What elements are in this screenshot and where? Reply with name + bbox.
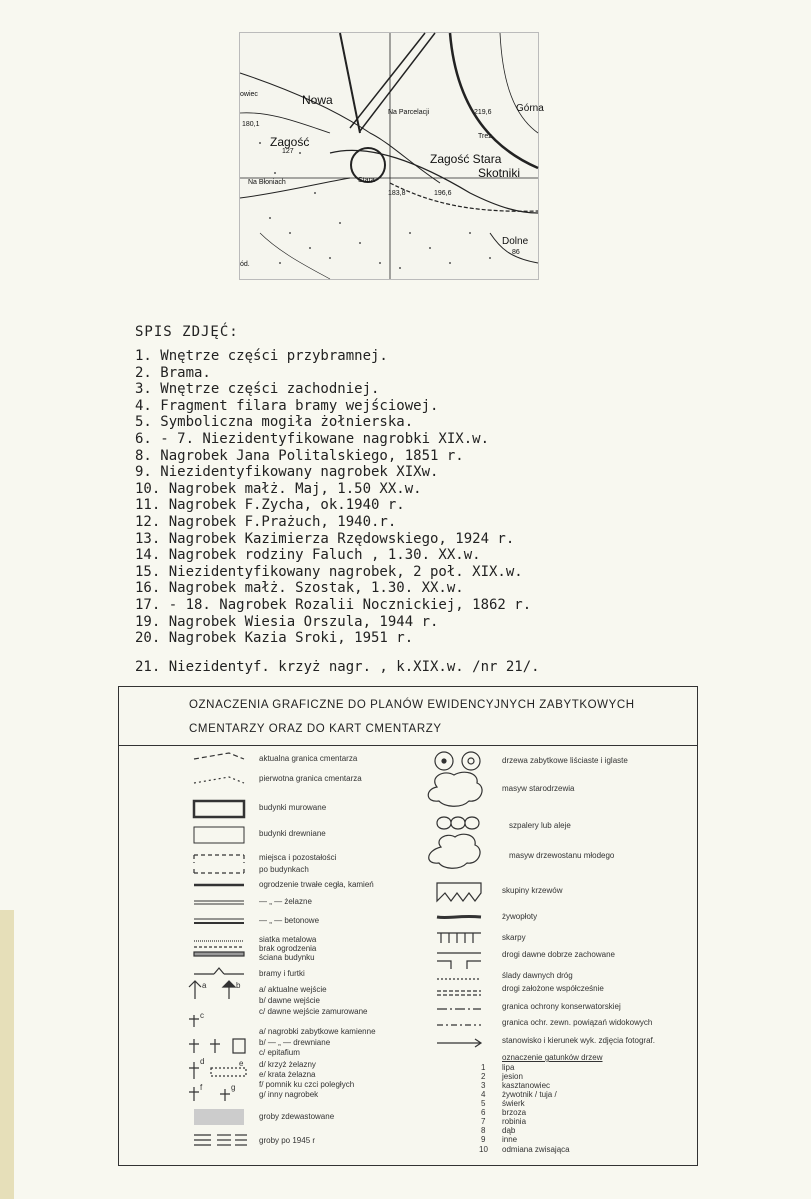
legend-label: b/ — „ — drewniane xyxy=(259,1038,331,1047)
legend-heading: OZNACZENIA GRAFICZNE DO PLANÓW EWIDENCYJNYCH ZABYTKOWYCH xyxy=(189,699,635,711)
map-label: 86 xyxy=(512,249,520,256)
legend-label: budynki drewniane xyxy=(259,829,326,838)
legend-label: drzewa zabytkowe liściaste i iglaste xyxy=(502,756,628,765)
legend-label: budynki murowane xyxy=(259,803,327,812)
legend-label: siatka metalowa xyxy=(259,935,317,944)
photo-list-item: 3. Wnętrze części zachodniej. xyxy=(135,381,380,398)
legend-label: brzoza xyxy=(502,1108,527,1117)
photo-list-item: 5. Symboliczna mogiła żołnierska. xyxy=(135,414,414,431)
legend-mark: a xyxy=(202,981,207,990)
map-label: Zagość Stara xyxy=(430,152,502,166)
photo-list-title: SPIS ZDJĘĆ: xyxy=(135,324,239,340)
map-label: Dolne xyxy=(502,236,529,247)
legend-mark: c xyxy=(200,1011,204,1020)
legend-mark: d xyxy=(200,1057,205,1066)
photo-list-item: 1. Wnętrze części przybramnej. xyxy=(135,348,388,364)
legend-label: b/ dawne wejście xyxy=(259,996,320,1005)
legend-number: 7 xyxy=(481,1117,486,1126)
legend-box xyxy=(118,686,698,1166)
legend-label: d/ krzyż żelazny xyxy=(259,1060,316,1069)
map-label: 183,8 xyxy=(388,190,406,197)
legend-label: groby po 1945 r xyxy=(259,1136,316,1145)
photo-list-item: 8. Nagrobek Jana Politalskiego, 1851 r. xyxy=(135,447,464,464)
legend-number: 8 xyxy=(481,1126,486,1135)
photo-list-item: 14. Nagrobek rodziny Faluch , 1.30. XX.w. xyxy=(135,547,481,564)
legend-number: 1 xyxy=(481,1063,486,1072)
map-label: Górna xyxy=(516,103,544,114)
legend-label: żywotnik / tuja / xyxy=(502,1090,557,1099)
photo-list-item: 12. Nagrobek F.Prażuch, 1940.r. xyxy=(135,513,397,530)
legend-number: 10 xyxy=(479,1145,488,1154)
photo-list-item: 9. Niezidentyfikowany nagrobek XIXw. xyxy=(135,464,439,481)
legend-label: pierwotna granica cmentarza xyxy=(259,774,362,783)
legend-label: masyw starodrzewia xyxy=(502,784,575,793)
legend-label: świerk xyxy=(502,1099,525,1108)
legend-label: skupiny krzewów xyxy=(502,886,563,895)
legend-label: drogi dawne dobrze zachowane xyxy=(502,950,615,959)
map-label: Trez. xyxy=(478,133,494,140)
map-label: 219,6 xyxy=(474,109,492,116)
photo-list-item: 6. - 7. Niezidentyfikowane nagrobki XIX.w. xyxy=(135,430,490,447)
legend-label: e/ krata żelazna xyxy=(259,1070,316,1079)
photo-list-item: 17. - 18. Nagrobek Rozalii Nocznickiej, 1862 r. xyxy=(135,596,532,613)
photo-list-item: 4. Fragment filara bramy wejściowej. xyxy=(135,397,439,414)
map-label: Nowa xyxy=(302,93,333,107)
photo-list-item: 11. Nagrobek F.Zycha, ok.1940 r. xyxy=(135,497,405,514)
legend-label: g/ inny nagrobek xyxy=(259,1090,319,1099)
legend-label: dąb xyxy=(502,1126,516,1135)
legend-label: ściana budynku xyxy=(259,953,315,962)
legend-label: a/ aktualne wejście xyxy=(259,985,327,994)
legend-number: 3 xyxy=(481,1081,486,1090)
legend-mark: g xyxy=(231,1083,236,1092)
legend-label: a/ nagrobki zabytkowe kamienne xyxy=(259,1027,376,1036)
legend-label: — „ — betonowe xyxy=(259,916,320,925)
legend-label: skarpy xyxy=(502,933,526,942)
legend-mark: f xyxy=(200,1083,203,1092)
photo-list-item: 10. Nagrobek małż. Maj, 1.50 XX.w. xyxy=(135,480,422,497)
legend-label: odmiana zwisająca xyxy=(502,1145,570,1154)
legend-label: lipa xyxy=(502,1063,515,1072)
legend-label: c/ epitafium xyxy=(259,1048,300,1057)
photo-list-item: 2. Brama. xyxy=(135,364,211,381)
legend-label: granica ochrony konserwatorskiej xyxy=(502,1002,621,1011)
legend-label: bramy i furtki xyxy=(259,969,305,978)
photo-list-item: 19. Nagrobek Wiesia Orszula, 1944 r. xyxy=(135,613,439,630)
legend-number: 9 xyxy=(481,1135,486,1144)
legend-label: ślady dawnych dróg xyxy=(502,971,573,980)
legend-label: masyw drzewostanu młodego xyxy=(509,851,615,860)
photo-list-item: 15. Niezidentyfikowany nagrobek, 2 poł. XIX.w. xyxy=(135,563,523,580)
legend-number: 2 xyxy=(481,1072,486,1081)
legend-subheading: CMENTARZY ORAZ DO KART CMENTARZY xyxy=(189,723,442,735)
legend-label: oznaczenie gatunków drzew xyxy=(502,1053,603,1062)
photo-list-item: 16. Nagrobek małż. Szostak, 1.30. XX.w. xyxy=(135,580,464,597)
legend-number: 4 xyxy=(481,1090,486,1099)
map-label: 127 xyxy=(282,148,294,155)
legend-label: inne xyxy=(502,1135,518,1144)
legend-label: robinia xyxy=(502,1117,527,1126)
map-label: Na Błoniach xyxy=(248,179,286,186)
photo-list-item: 20. Nagrobek Kazia Sroki, 1951 r. xyxy=(135,630,414,647)
map-label: ód. xyxy=(240,261,250,268)
map-label: Zagość xyxy=(270,135,310,149)
map-label: Na Parcelacji xyxy=(388,109,430,116)
legend-label: brak ogrodzenia xyxy=(259,944,317,953)
legend-label: aktualna granica cmentarza xyxy=(259,754,358,763)
legend-label: jesion xyxy=(502,1072,523,1081)
legend-label: kasztanowiec xyxy=(502,1081,551,1090)
legend-label: groby zdewastowane xyxy=(259,1112,335,1121)
legend-label: ogrodzenie trwałe cegła, kamień xyxy=(259,880,374,889)
paper-edge-strip xyxy=(0,910,14,1199)
legend-number: 6 xyxy=(481,1108,486,1117)
map-label: 180,1 xyxy=(242,121,260,128)
legend-label: żywopłoty xyxy=(502,912,538,921)
legend-label: c/ dawne wejście zamurowane xyxy=(259,1007,368,1016)
legend-label: — „ — żelazne xyxy=(259,897,312,906)
photo-list-item: 13. Nagrobek Kazimierza Rzędowskiego, 1924 r. xyxy=(135,530,515,547)
legend-mark: e xyxy=(239,1059,244,1068)
legend-number: 5 xyxy=(481,1099,486,1108)
legend-label: szpalery lub aleje xyxy=(509,821,571,830)
legend-label: granica ochr. zewn. powiązań widokowych xyxy=(502,1018,653,1027)
legend-mark: b xyxy=(236,981,241,990)
map-label: Skotniki xyxy=(478,166,521,180)
topographic-map xyxy=(239,32,544,280)
map-label: owiec xyxy=(240,91,258,98)
legend-label: f/ pomnik ku czci poległych xyxy=(259,1080,355,1089)
legend-label: stanowisko i kierunek wyk. zdjęcia fotograf. xyxy=(502,1036,655,1045)
photo-list xyxy=(135,348,540,675)
legend-label: po budynkach xyxy=(259,865,309,874)
legend-label: miejsca i pozostałości xyxy=(259,853,337,862)
photo-list-item: 21. Niezidentyf. krzyż nagr. , k.XIX.w. /nr 21/. xyxy=(135,658,540,675)
legend-label: drogi założone współcześnie xyxy=(502,984,604,993)
map-label: 196,6 xyxy=(434,190,452,197)
map-label: Stara xyxy=(358,177,375,184)
